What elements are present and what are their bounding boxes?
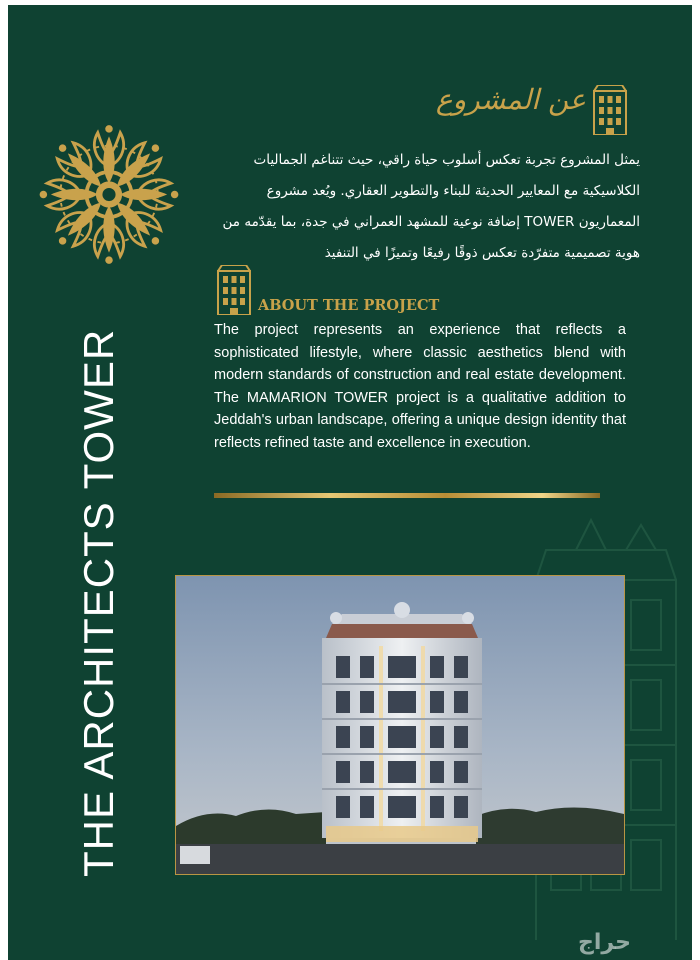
english-paragraph: The project represents an experience that reflects a sophisticated lifestyle, where classic aesthetics blend with modern standards of construction and real estate development. The MAMARION TOWER project is a qualitative addition to Jeddah's urban landscape, offering a unique design identity that reflects refined taste and excellence in execution.: [214, 322, 626, 451]
ornament-medallion-icon: [34, 117, 184, 272]
vertical-title: THE ARCHITECTS TOWER: [75, 328, 122, 877]
building-icon: [216, 265, 252, 315]
site-watermark: حراج: [578, 930, 631, 955]
english-heading: ABOUT THE PROJECT: [258, 297, 440, 314]
gold-divider: [214, 493, 600, 498]
tower-rendering-image: [175, 575, 625, 875]
arabic-paragraph: يمثل المشروع تجربة تعكس أسلوب حياة راقي، حيث تتناغم الجماليات الكلاسيكية مع المعايير الحديثة للبناء والتطوير العقاري. ويُعد مشروع المعماريون TOWER إضافة نوعية للمشهد العمراني في جدة، بما يقدّمه من هوية تصميمية متفرّدة تعكس ذوقًا رفيعًا وتميزًا في التنفيذ: [222, 152, 640, 261]
arabic-heading: عن المشروع: [435, 83, 586, 116]
building-icon: [592, 85, 628, 135]
brochure-page: [8, 5, 692, 960]
